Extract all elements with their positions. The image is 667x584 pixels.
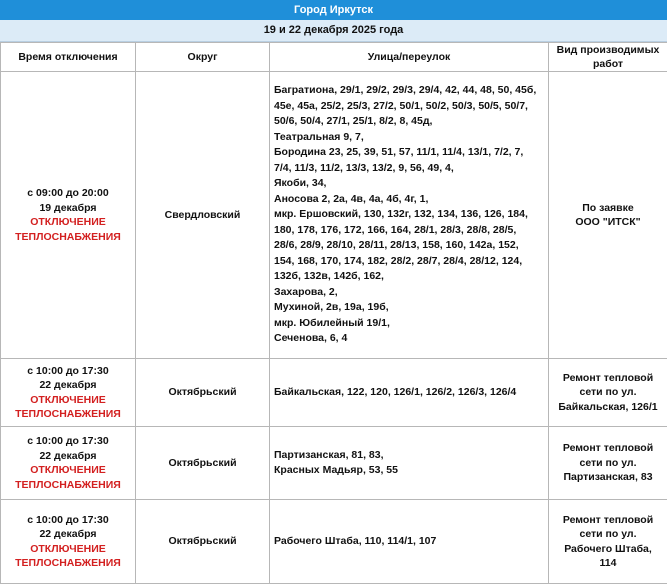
street-line: Бородина 23, 25, 39, 51, 57, 11/1, 11/4, 13/1, 7/2, 7,: [274, 146, 524, 159]
time-range: с 10:00 до 17:30: [27, 364, 109, 377]
street-line: Театральная 9, 7,: [274, 130, 364, 143]
street-line: мкр. Ершовский, 130, 132г, 132, 134, 136, 126, 184,: [274, 208, 528, 221]
street-line: 45е, 45а, 25/2, 25/3, 27/2, 50/1, 50/2, 50/3, 50/5, 50/7,: [274, 99, 528, 112]
street-line: 28/6, 28/9, 28/10, 28/11, 28/13, 158, 160, 142а, 152,: [274, 239, 519, 252]
outage-date: 22 декабря: [39, 449, 97, 462]
work-line: 114: [599, 557, 617, 569]
outage-date: 19 декабря: [39, 201, 97, 214]
outage-time-cell: [1, 427, 136, 500]
work-line: сети по ул.: [579, 528, 637, 540]
time-range: с 10:00 до 17:30: [27, 513, 109, 526]
outage-type-line1: ОТКЛЮЧЕНИЕ: [30, 393, 106, 406]
street-line: Якоби, 34,: [274, 177, 327, 190]
streets-cell: [270, 359, 549, 427]
district-cell: Октябрьский: [136, 500, 270, 584]
street-line: 132б, 132в, 142б, 162,: [274, 270, 384, 283]
work-line: Партизанская, 83: [563, 471, 653, 484]
work-line: Ремонт тепловой: [562, 513, 654, 526]
outage-time-cell: [1, 359, 136, 427]
street-line: 180, 178, 176, 172, 166, 164, 28/1, 28/3, 28/8, 28/5,: [274, 223, 517, 236]
streets-cell: [270, 500, 549, 584]
date-subtitle: 19 и 22 декабря 2025 года: [0, 20, 667, 42]
street-line: 154, 168, 170, 174, 182, 28/2, 28/7, 28/4, 28/12, 124,: [274, 254, 523, 267]
col-header-work: Вид производимых работ: [549, 43, 667, 72]
street-line: 50/6, 50/4, 27/1, 25/1, 8/2, 8, 45д,: [274, 115, 433, 128]
outage-type-line1: ОТКЛЮЧЕНИЕ: [30, 216, 106, 228]
work-line: По заявке: [582, 201, 634, 214]
outage-time-cell: [1, 72, 136, 359]
work-type-cell: [549, 72, 667, 359]
district-cell: Свердловский: [136, 72, 270, 359]
outage-table: [0, 42, 667, 584]
work-line: Ремонт тепловой: [562, 371, 654, 384]
col-header-district: Округ: [136, 43, 270, 72]
outage-date: 22 декабря: [39, 528, 97, 540]
street-line: Рабочего Штаба, 110, 114/1, 107: [274, 534, 437, 547]
street-line: Сеченова, 6, 4: [274, 332, 348, 345]
work-type-cell: [549, 427, 667, 500]
outage-type-line2: ТЕПЛОСНАБЖЕНИЯ: [15, 478, 121, 491]
streets-cell: [270, 72, 549, 359]
street-line: Багратиона, 29/1, 29/2, 29/3, 29/4, 42, 44, 48, 50, 45б,: [274, 84, 537, 97]
street-line: мкр. Юбилейный 19/1,: [274, 316, 390, 329]
work-line: ООО "ИТСК": [575, 216, 641, 228]
street-line: Мухиной, 2в, 19а, 19б,: [274, 301, 389, 314]
table-row: [1, 500, 667, 584]
time-range: с 10:00 до 17:30: [27, 435, 109, 447]
outage-type-line2: ТЕПЛОСНАБЖЕНИЯ: [15, 230, 121, 243]
table-row: [1, 359, 667, 427]
work-line: Ремонт тепловой: [562, 442, 654, 455]
work-line: Байкальская, 126/1: [558, 400, 658, 413]
streets-cell: [270, 427, 549, 500]
outage-time-cell: [1, 500, 136, 584]
outage-type-line1: ОТКЛЮЧЕНИЕ: [30, 464, 106, 476]
district-cell: Октябрьский: [136, 359, 270, 427]
col-header-street: Улица/переулок: [270, 43, 549, 72]
street-line: 7/4, 11/3, 11/2, 13/3, 13/2, 9, 56, 49, 4,: [274, 161, 454, 174]
city-title: Город Иркутск: [0, 0, 667, 20]
street-line: Красных Мадьяр, 53, 55: [274, 464, 398, 476]
street-line: Байкальская, 122, 120, 126/1, 126/2, 126/3, 126/4: [274, 385, 517, 398]
col-header-time: Время отключения: [1, 43, 136, 72]
outage-type-line2: ТЕПЛОСНАБЖЕНИЯ: [15, 557, 121, 569]
work-line: сети по ул.: [579, 386, 637, 399]
work-line: сети по ул.: [579, 456, 637, 469]
street-line: Аносова 2, 2а, 4в, 4а, 4б, 4г, 1,: [274, 192, 429, 205]
work-type-cell: [549, 500, 667, 584]
outage-type-line1: ОТКЛЮЧЕНИЕ: [30, 542, 106, 555]
work-type-cell: [549, 359, 667, 427]
table-row: [1, 427, 667, 500]
table-row: [1, 72, 667, 359]
district-cell: Октябрьский: [136, 427, 270, 500]
table-header-row: [1, 43, 667, 72]
outage-date: 22 декабря: [39, 379, 97, 391]
street-line: Партизанская, 81, 83,: [274, 448, 384, 461]
street-line: Захарова, 2,: [274, 285, 338, 298]
time-range: с 09:00 до 20:00: [27, 187, 109, 199]
outage-type-line2: ТЕПЛОСНАБЖЕНИЯ: [15, 408, 121, 420]
work-line: Рабочего Штаба,: [564, 542, 652, 555]
